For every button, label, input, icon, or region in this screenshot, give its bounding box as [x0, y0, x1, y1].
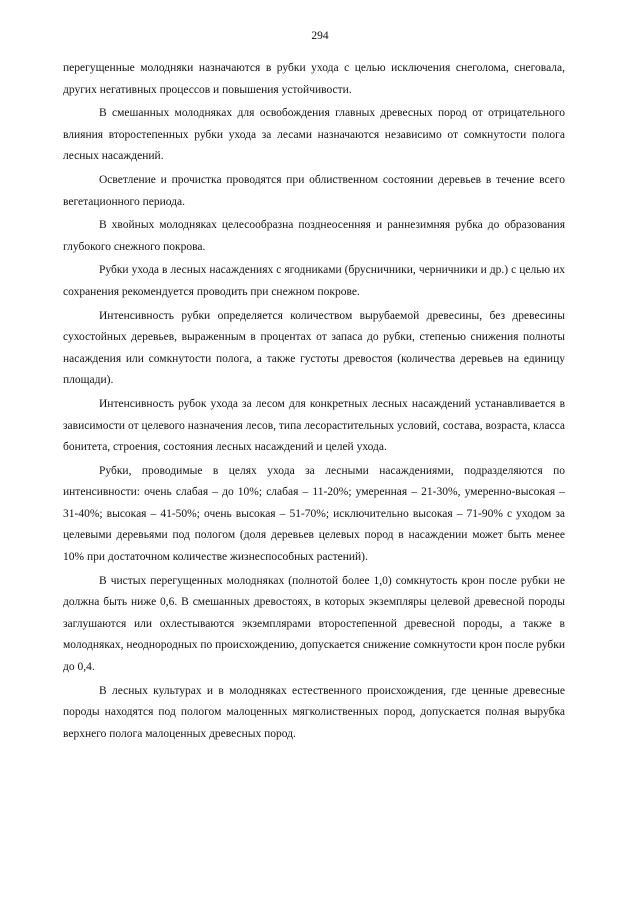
page-number: 294 [311, 30, 329, 42]
paragraph-1: перегущенные молодняки назначаются в рубки ухода с целью исключения снеголома, снеговала, других негативных процессов и повышения устойчивости. [63, 62, 565, 96]
paragraph-2: В смешанных молодняках для освобождения главных древесных пород от отрицательного влияния второстепенных рубки ухода за лесами назначаются независимо от сомкнутости полога лесных насаждений. [63, 107, 565, 163]
paragraph-8: Рубки, проводимые в целях ухода за лесными насаждениями, подразделяются по интенсивности: очень слабая – до 10%; слабая – 11-20%; умеренная – 21-30%, умеренно-высокая – 31-40%; высокая – 41-50%; очень высокая – 51-70%; исключительно высокая – 71-90% с уходом за целевыми деревьями под пологом (доля деревьев целевых пород в насаждении может быть менее 10% при достаточном количестве жизнеспособных растений). [63, 464, 565, 564]
document-body [63, 58, 565, 747]
paragraph-4: В хвойных молодняках целесообразна позднеосенняя и раннезимняя рубка до образования глубокого снежного покрова. [63, 219, 565, 253]
paragraph-10: В лесных культурах и в молодняках естественного происхождения, где ценные древесные породы находятся под пологом малоценных мягколиственных пород, допускается полная вырубка верхнего полога малоценных древесных пород. [63, 684, 565, 740]
paragraph-9: В чистых перегущенных молодняках (полнотой более 1,0) сомкнутость крон после рубки не должна быть ниже 0,6. В смешанных древостоях, в которых экземпляры целевой древесной породы заглушаются или охлестываются экземплярами второстепенной древесной породы, а также в молодняках, неоднородных по происхождению, допускается снижение сомкнутости крон после рубки до 0,4. [63, 574, 565, 674]
paragraph-5: Рубки ухода в лесных насаждениях с ягодниками (брусничники, черничники и др.) с целью их сохранения рекомендуется проводить при снежном покрове. [63, 264, 565, 298]
paragraph-7: Интенсивность рубок ухода за лесом для конкретных лесных насаждений устанавливается в зависимости от целевого назначения лесов, типа лесорастительных условий, состава, возраста, класса бонитета, строения, состояния лесных насаждений и целей ухода. [63, 397, 565, 454]
paragraph-3: Осветление и прочистка проводятся при облиственном состоянии деревьев в течение всего вегетационного периода. [63, 173, 565, 208]
paragraph-6: Интенсивность рубки определяется количеством вырубаемой древесины, без древесины сухостойных деревьев, выраженным в процентах от запаса до рубки, степенью снижения полноты насаждения или сомкнутости полога, а также густоты древостоя (количества деревьев на единицу площади). [63, 309, 565, 387]
